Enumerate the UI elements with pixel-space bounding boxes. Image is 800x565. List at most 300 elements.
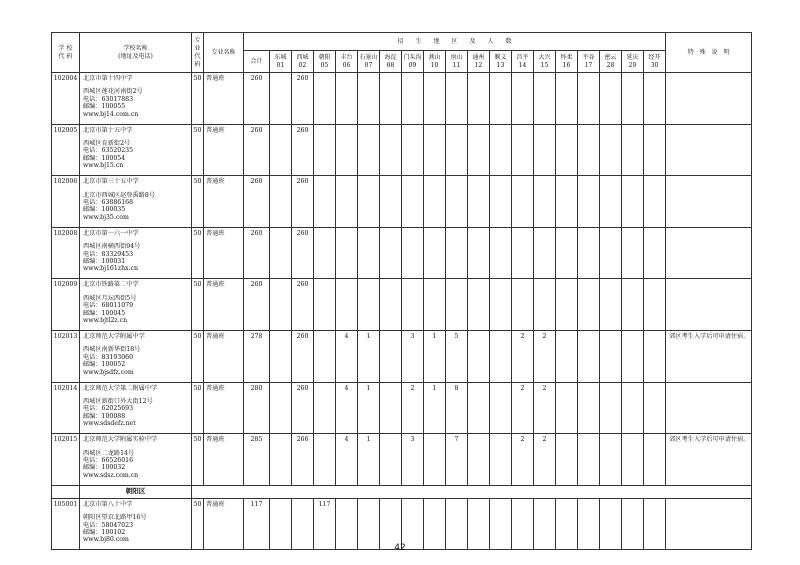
district-count-05: 117 [314,498,336,550]
header-district-07 [358,51,380,73]
district-count-10 [424,124,446,176]
major-code: 50 [192,227,204,279]
school-name: 北京师范大学第二附属中学 [83,384,158,392]
header-district-09 [402,51,424,73]
special-note [666,382,752,434]
district-count-14 [512,176,534,228]
district-name: 朝阳 [318,53,331,61]
district-count-12 [468,279,490,331]
district-count-15: 2 [534,382,556,434]
district-name: 石景山 [359,53,378,61]
district-count-28 [600,176,622,228]
district-count-06: 4 [336,434,358,486]
major-code: 50 [192,176,204,228]
district-count-10 [424,227,446,279]
school-info [80,73,192,125]
major-code: 50 [192,382,204,434]
district-count-10 [424,434,446,486]
district-count-13 [490,330,512,382]
school-phone: 电话：62025693 [83,405,134,413]
district-count-08 [380,279,402,331]
total-count: 260 [244,73,270,125]
school-name: 北京市第一六一中学 [83,229,139,237]
district-count-05 [314,227,336,279]
district-count-09 [402,279,424,331]
district-count-05 [314,330,336,382]
total-count: 278 [244,330,270,382]
school-phone: 电话：68011079 [83,302,134,310]
district-count-09 [402,124,424,176]
district-code: 15 [540,61,549,69]
district-count-16 [556,434,578,486]
district-code: 02 [298,61,307,69]
school-zip: 邮编：100045 [83,309,126,317]
district-count-01 [270,434,292,486]
school-address: 西城区南新华街18号 [83,346,141,354]
school-address: 北京市西城区赵登禹路8号 [83,191,155,199]
school-info [80,279,192,331]
total-count: 260 [244,176,270,228]
district-name: 大兴 [538,53,551,61]
district-code: 28 [606,61,615,69]
district-count-17 [578,124,600,176]
special-note [666,279,752,331]
district-count-02: 260 [292,382,314,434]
district-count-12 [468,124,490,176]
district-name: 海淀 [384,53,397,61]
district-name: 西城 [296,53,309,61]
district-count-13 [490,434,512,486]
district-count-12 [468,330,490,382]
school-info [80,124,192,176]
major-name: 普通班 [204,124,244,176]
header-district-06 [336,51,358,73]
admissions-table-sheet [51,32,751,544]
header-major-name: 专业名称 [204,33,244,73]
total-count: 260 [244,227,270,279]
district-count-02: 260 [292,176,314,228]
header-district-16 [556,51,578,73]
district-count-10 [424,176,446,228]
district-count-29 [622,279,644,331]
district-count-07 [358,227,380,279]
district-count-16 [556,382,578,434]
district-count-30 [644,279,666,331]
district-count-14: 2 [512,382,534,434]
school-code: 102005 [52,124,80,176]
district-count-29 [622,227,644,279]
major-code: 50 [192,434,204,486]
district-name: 经开 [648,53,661,61]
school-code: 102015 [52,434,80,486]
total-count: 117 [244,498,270,550]
district-name: 东城 [274,53,287,61]
district-code: 14 [518,61,527,69]
district-name: 延庆 [626,53,639,61]
school-website: www.bj161zhx.cn [83,265,138,273]
district-count-16 [556,176,578,228]
header-region-title: 招 生 地 区 及 人 数 [244,33,666,51]
district-count-16 [556,124,578,176]
special-note: 郊区考生入学后可申请住宿。 [666,330,752,382]
district-count-01 [270,330,292,382]
district-count-15 [534,279,556,331]
school-code: 102008 [52,227,80,279]
school-name: 北京师范大学附属中学 [83,332,145,340]
district-count-13 [490,227,512,279]
major-name: 普通班 [204,434,244,486]
school-name: 北京市第八十中学 [83,500,133,508]
district-code: 08 [386,61,395,69]
total-count: 260 [244,124,270,176]
school-code: 102004 [52,73,80,125]
district-count-15: 2 [534,434,556,486]
district-count-13 [490,382,512,434]
school-address: 西城区月坛西街5号 [83,294,137,302]
district-count-17 [578,382,600,434]
district-code: 29 [628,61,637,69]
district-count-06 [336,176,358,228]
school-phone: 电话：83193060 [83,353,134,361]
school-address: 朝阳区望京北路甲16号 [83,514,147,522]
district-count-14 [512,279,534,331]
total-count: 280 [244,382,270,434]
district-name: 门头沟 [403,53,422,61]
school-info [80,434,192,486]
district-count-29 [622,73,644,125]
district-count-02: 260 [292,330,314,382]
district-count-15 [534,227,556,279]
district-count-14 [512,227,534,279]
district-count-11: 7 [446,434,468,486]
district-count-13 [490,279,512,331]
district-count-11: 5 [446,330,468,382]
district-count-05 [314,73,336,125]
school-zip: 邮编：100055 [83,103,126,111]
header-district-11 [446,51,468,73]
district-count-30 [644,434,666,486]
header-district-01 [270,51,292,73]
school-zip: 邮编：100032 [83,464,126,472]
table-row [52,73,752,125]
district-count-01 [270,176,292,228]
district-count-14: 2 [512,330,534,382]
district-count-29 [622,330,644,382]
district-count-10: 1 [424,330,446,382]
header-code-label: 学 校 [58,44,73,52]
school-name: 北京市第十四中学 [83,75,133,82]
district-name: 昌平 [516,53,529,61]
district-count-02: 260 [292,124,314,176]
district-count-11 [446,73,468,125]
district-count-08 [380,124,402,176]
district-count-17 [578,73,600,125]
school-website: www.bj35.com [83,213,129,221]
district-name: 顺义 [494,53,507,61]
school-phone: 电话：58047023 [83,521,134,529]
table-row [52,124,752,176]
district-count-06 [336,227,358,279]
district-count-11 [446,227,468,279]
header-district-13 [490,51,512,73]
school-phone: 电话：66526016 [83,456,134,464]
major-name: 普通班 [204,73,244,125]
district-count-07 [358,73,380,125]
district-count-12 [468,227,490,279]
school-zip: 邮编：100031 [83,258,126,265]
school-website: www.bjtl2z.cn [83,317,128,324]
district-count-01 [270,227,292,279]
district-count-02: 260 [292,73,314,125]
district-count-13 [490,73,512,125]
district-count-05 [314,382,336,434]
major-code: 50 [192,73,204,125]
district-count-05 [314,124,336,176]
school-phone: 电话：63017883 [83,95,134,103]
district-count-28 [600,124,622,176]
header-district-05 [314,51,336,73]
header-school-code [52,33,80,73]
district-count-07: 1 [358,382,380,434]
header-district-08 [380,51,402,73]
district-count-30 [644,124,666,176]
district-count-09: 3 [402,434,424,486]
header-district-12 [468,51,490,73]
district-count-08 [380,227,402,279]
special-note [666,73,752,125]
district-count-02: 260 [292,227,314,279]
district-count-16 [556,330,578,382]
district-count-05 [314,279,336,331]
table-row [52,176,752,228]
district-spacer [192,485,752,498]
district-count-08 [380,382,402,434]
header-district-10 [424,51,446,73]
special-note: 郊区考生入学后可申请住宿。 [666,434,752,486]
district-count-01 [270,382,292,434]
district-count-28 [600,382,622,434]
major-name: 普通班 [204,227,244,279]
district-name: 丰台 [340,53,353,61]
district-count-06 [336,73,358,125]
district-count-14: 2 [512,434,534,486]
district-count-14 [512,124,534,176]
district-count-12 [468,382,490,434]
header-district-28 [600,51,622,73]
district-count-17 [578,434,600,486]
header-district-15 [534,51,556,73]
district-count-02: 266 [292,434,314,486]
school-info [80,382,192,434]
table-row [52,330,752,382]
special-note [666,227,752,279]
school-website: www.sdsdefz.net [83,420,136,428]
district-name: 平谷 [582,53,595,61]
district-count-17 [578,176,600,228]
district-code: 09 [408,61,417,69]
district-count-30 [644,176,666,228]
district-count-08 [380,73,402,125]
district-spacer [52,485,80,498]
header-district-30 [644,51,666,73]
district-count-06: 4 [336,382,358,434]
table-row [52,434,752,486]
school-zip: 邮编：100102 [83,528,126,536]
school-website: www.bj15.cn [83,162,124,170]
school-address: 西城区新街口外大街12号 [83,397,153,405]
district-count-01 [270,73,292,125]
district-count-08 [380,330,402,382]
school-name: 北京市第十五中学 [83,126,133,134]
district-count-29 [622,382,644,434]
header-district-14 [512,51,534,73]
major-code: 50 [192,279,204,331]
district-count-05 [314,176,336,228]
district-count-06 [336,124,358,176]
header-special-notes: 特 殊 说 明 [666,33,752,73]
district-count-13 [490,124,512,176]
school-address: 西城区莲花河南街2号 [83,88,143,96]
district-section-label: 朝阳区 [80,485,192,498]
school-name: 北京师范大学附属实验中学 [83,436,158,444]
district-count-14 [512,73,534,125]
district-count-11 [446,176,468,228]
district-count-10 [424,73,446,125]
school-website: www.bj14.com.cn [83,110,139,118]
header-district-17 [578,51,600,73]
district-code: 10 [430,61,439,69]
district-count-09: 3 [402,330,424,382]
district-count-05 [314,434,336,486]
major-name: 普通班 [204,382,244,434]
school-zip: 邮编：100088 [83,412,126,420]
admissions-table [51,32,752,550]
district-code: 17 [584,61,593,69]
district-name: 通州 [472,53,485,61]
district-count-28 [600,279,622,331]
header-school-label: 学校名称 [123,44,148,52]
district-count-08 [380,434,402,486]
district-count-16 [556,227,578,279]
district-code: 06 [342,61,351,69]
district-count-29 [622,124,644,176]
school-info [80,330,192,382]
district-code: 13 [496,61,505,69]
school-website: www.bj80.com [83,536,129,544]
school-website: www.sdsz.com.cn [83,471,139,479]
district-count-08 [380,176,402,228]
district-name: 密云 [604,53,617,61]
major-code: 50 [192,498,204,550]
district-count-07: 1 [358,330,380,382]
school-zip: 邮编：100054 [83,154,126,162]
school-website: www.bjsdfz.com [83,368,134,376]
district-count-13 [490,176,512,228]
header-total: 合计 [244,51,270,73]
school-code: 102014 [52,382,80,434]
district-count-12 [468,176,490,228]
district-count-11 [446,124,468,176]
header-district-29 [622,51,644,73]
district-name: 怀柔 [560,53,573,61]
district-count-30 [644,227,666,279]
header-major-code: 专业代码 [192,33,204,73]
district-count-10: 1 [424,382,446,434]
district-name: 燕山 [428,53,441,61]
school-address: 西城区二龙路14号 [83,449,135,457]
district-count-15 [534,73,556,125]
major-name: 普通班 [204,176,244,228]
school-code: 102009 [52,279,80,331]
district-count-17 [578,227,600,279]
district-code: 07 [364,61,373,69]
special-note [666,176,752,228]
district-count-02: 260 [292,279,314,331]
header-district-02 [292,51,314,73]
district-count-06: 4 [336,330,358,382]
district-count-28 [600,227,622,279]
district-count-15 [534,176,556,228]
district-count-30 [644,330,666,382]
header-school-name [80,33,192,73]
table-row [52,279,752,331]
district-count-17 [578,330,600,382]
district-count-09: 2 [402,382,424,434]
district-count-12 [468,434,490,486]
district-count-09 [402,73,424,125]
header-code-label-2: 代 码 [58,52,73,60]
district-name: 房山 [450,53,463,61]
district-count-30 [644,382,666,434]
school-info [80,227,192,279]
school-name: 北京市铁路第二中学 [83,281,139,289]
major-code: 50 [192,330,204,382]
major-code: 50 [192,124,204,176]
district-code: 11 [452,61,461,69]
district-count-15 [534,124,556,176]
school-info [80,176,192,228]
header-school-label-2: (地址及电话) [118,52,153,60]
school-code: 102006 [52,176,80,228]
district-code: 12 [474,61,483,69]
district-count-10 [424,279,446,331]
district-count-07 [358,176,380,228]
district-count-11 [446,279,468,331]
district-code: 30 [650,61,659,69]
school-address: 西城区南横西街94号 [83,243,141,251]
district-section-row [52,485,752,498]
district-code: 16 [562,61,571,69]
district-count-06 [336,279,358,331]
district-count-07 [358,279,380,331]
major-name: 普通班 [204,279,244,331]
district-count-07 [358,124,380,176]
district-count-01 [270,124,292,176]
district-count-07: 1 [358,434,380,486]
school-code: 105001 [52,498,80,550]
special-note [666,124,752,176]
school-phone: 电话：83329453 [83,250,134,258]
district-code: 01 [276,61,285,69]
school-zip: 邮编：100052 [83,361,126,369]
district-count-30 [644,73,666,125]
major-name: 普通班 [204,498,244,550]
school-address: 西城区育新街2号 [83,140,131,147]
district-count-29 [622,434,644,486]
table-row [52,382,752,434]
table-row [52,227,752,279]
district-code: 05 [320,61,329,69]
